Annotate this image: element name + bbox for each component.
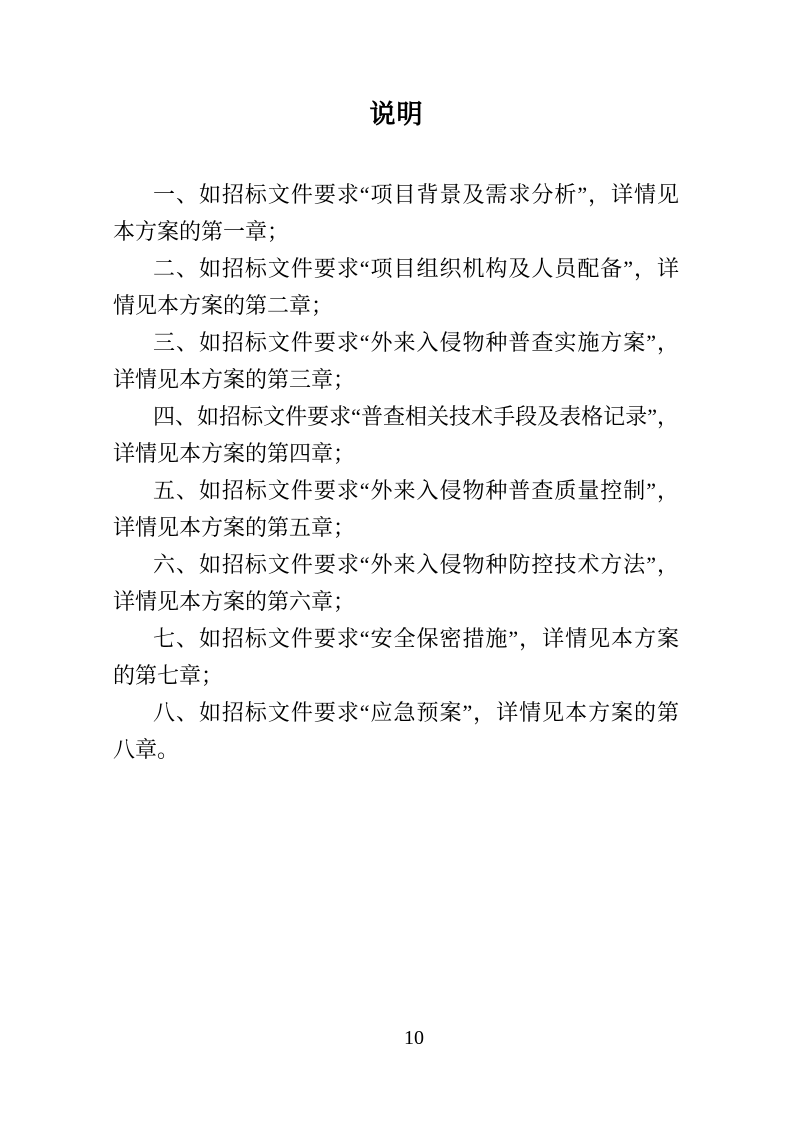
paragraph-line: 的第七章；: [113, 663, 224, 688]
paragraph: [113, 324, 679, 398]
paragraph-line: 三、如招标文件要求“外来入侵物种普查实施方案”，: [153, 330, 679, 355]
paragraph-line: 八、如招标文件要求“应急预案”，详情见本方案的第: [153, 700, 679, 725]
paragraph-line: 详情见本方案的第五章；: [113, 515, 356, 540]
paragraph-line: 二、如招标文件要求“项目组织机构及人员配备”，详: [153, 256, 679, 281]
paragraph: [113, 694, 679, 768]
paragraph: [113, 472, 679, 546]
paragraph-line: 四、如招标文件要求“普查相关技术手段及表格记录”，: [153, 404, 679, 429]
paragraph-line: 情见本方案的第二章；: [113, 293, 334, 318]
paragraph: [113, 398, 679, 472]
paragraph-line: 本方案的第一章；: [113, 219, 290, 244]
paragraph-line: 五、如招标文件要求“外来入侵物种普查质量控制”，: [153, 478, 679, 503]
paragraph-line: 详情见本方案的第四章；: [113, 441, 356, 466]
paragraph-line: 六、如招标文件要求“外来入侵物种防控技术方法”，: [153, 552, 679, 577]
paragraph-line: 八章。: [113, 737, 180, 762]
paragraph-line: 详情见本方案的第三章；: [113, 367, 356, 392]
page-title: 说明: [369, 99, 424, 129]
paragraph: [113, 176, 679, 250]
paragraph: [113, 546, 679, 620]
paragraph-line: 一、如招标文件要求“项目背景及需求分析”，详情见: [153, 182, 679, 207]
paragraph-line: 详情见本方案的第六章；: [113, 589, 356, 614]
paragraph: [113, 620, 679, 694]
page-number: 10: [404, 1027, 424, 1049]
body-paragraphs: [113, 176, 679, 768]
paragraph: [113, 250, 679, 324]
paragraph-line: 七、如招标文件要求“安全保密措施”，详情见本方案: [153, 626, 679, 651]
